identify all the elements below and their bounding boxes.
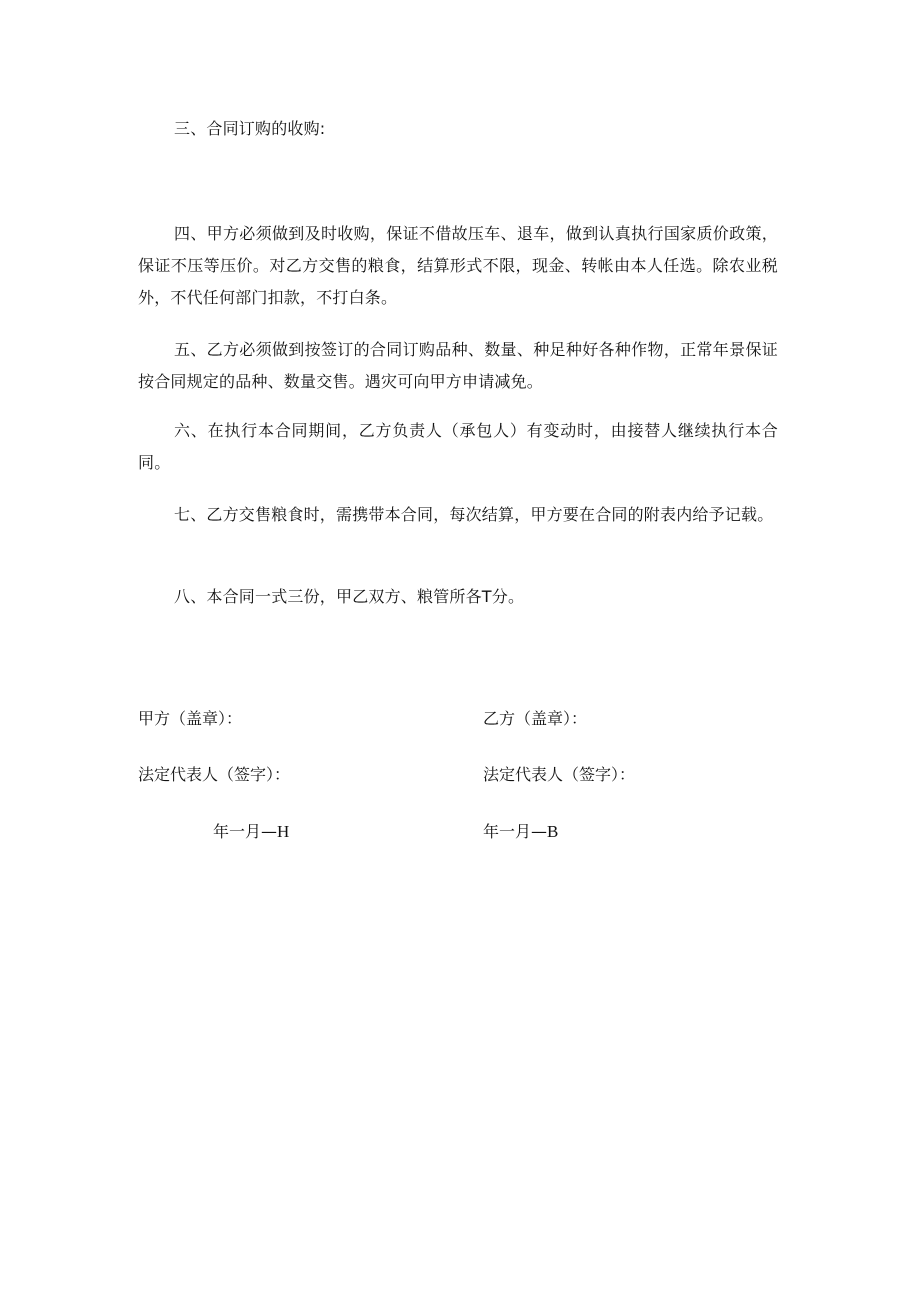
- party-a-representative-label: 法定代表人（签字）：: [138, 765, 291, 784]
- party-a-seal-label: 甲方（盖章）：: [138, 709, 243, 728]
- party-b-seal-label: 乙方（盖章）：: [483, 709, 588, 728]
- clause-7: 七、乙方交售粮食时，需携带本合同，每次结算，甲方要在合同的附表内给予记载。: [174, 505, 774, 524]
- party-b-date: [483, 820, 558, 844]
- party-a-date-prefix: 年一月—: [213, 822, 278, 841]
- clause-5: 五、乙方必须做到按签订的合同订购品种、数量、种足种好各种作物，正常年景保证按合同规定的品种、数量交售。遇灾可向甲方申请减免。: [138, 340, 778, 391]
- clause-3: 三、合同订购的收购:: [174, 119, 326, 138]
- party-b-representative-label: 法定代表人（签字）：: [483, 765, 636, 784]
- party-b-date-prefix: 年一月—: [483, 822, 548, 841]
- party-b-date-suffix: B: [547, 822, 559, 841]
- party-a-date-suffix: H: [277, 822, 290, 841]
- clause-4: 四、甲方必须做到及时收购，保证不借故压车、退车，做到认真执行国家质价政策，保证不压等压价。对乙方交售的粮食，结算形式不限，现金、转帐由本人任选。除农业税外，不代任何部门扣款，不打白条。: [138, 224, 778, 307]
- party-a-date: [213, 820, 289, 844]
- clause-8: 八、本合同一式三份，甲乙双方、粮管所各T分。: [174, 587, 525, 606]
- clause-6: 六、在执行本合同期间，乙方负责人（承包人）有变动时，由接替人继续执行本合同。: [138, 421, 778, 472]
